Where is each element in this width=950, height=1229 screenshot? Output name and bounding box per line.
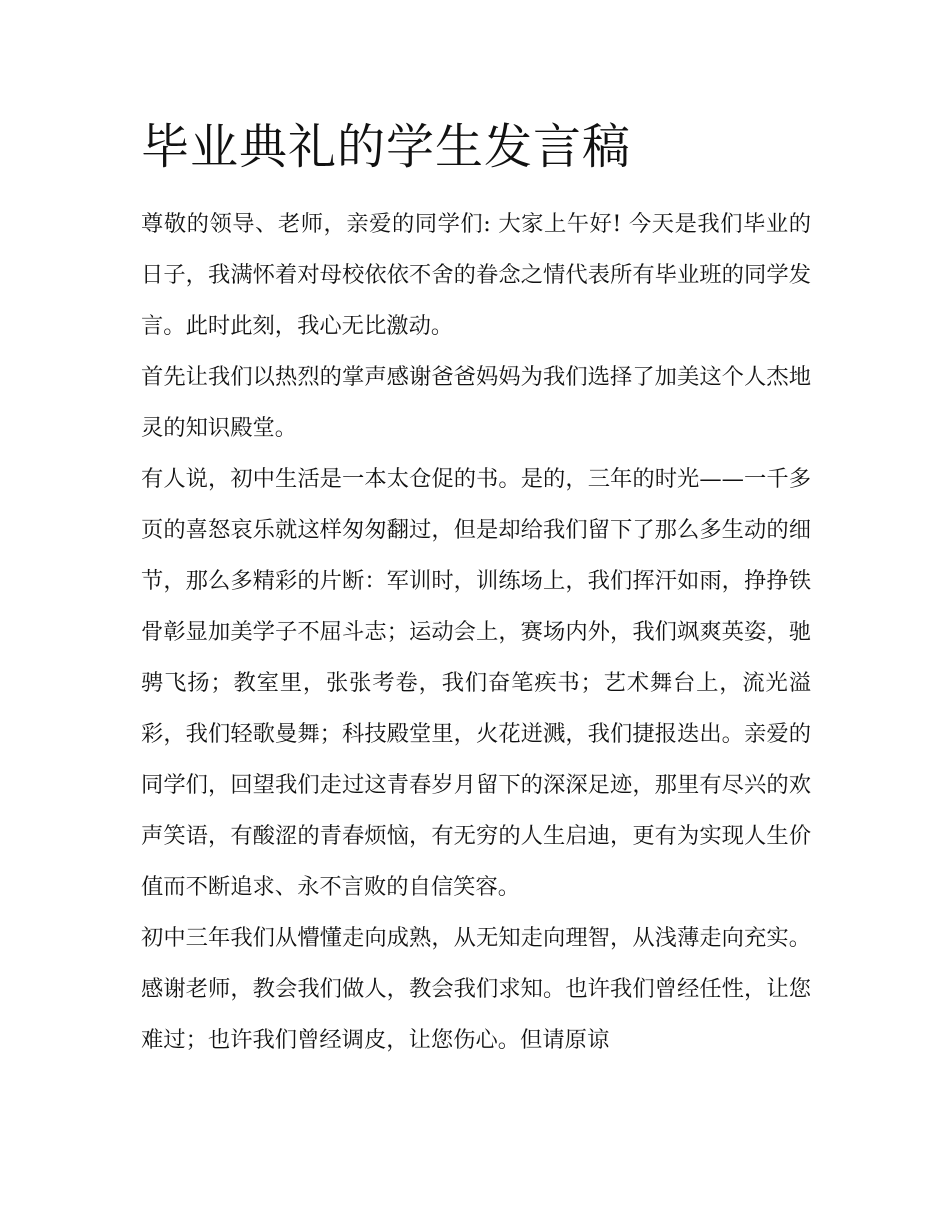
paragraph-thanks-parents: 首先让我们以热烈的掌声感谢爸爸妈妈为我们选择了加美这个人杰地灵的知识殿堂。	[141, 364, 811, 441]
document-content	[141, 112, 811, 1066]
paragraph-thanks-teachers: 初中三年我们从懵懂走向成熟，从无知走向理智，从浅薄走向充实。感谢老师，教会我们做人，教会我们求知。也许我们曾经任性，让您难过；也许我们曾经调皮，让您伤心。但请原谅	[141, 925, 811, 1053]
paragraph-greeting: 尊敬的领导、老师，亲爱的同学们: 大家上午好! 今天是我们毕业的日子，我满怀着对母校依依不舍的眷念之情代表所有毕业班的同学发言。此时此刻，我心无比激动。	[141, 211, 811, 339]
document-body	[141, 199, 811, 1066]
document-title: 毕业典礼的学生发言稿	[141, 119, 632, 175]
paragraph-school-life: 有人说，初中生活是一本太仓促的书。是的，三年的时光——一千多页的喜怒哀乐就这样匆匆翻过，但是却给我们留下了那么多生动的细节，那么多精彩的片断：军训时，训练场上，我们挥汗如雨，挣挣铁骨彰显加美学子不屈斗志；运动会上，赛场内外，我们飒爽英姿，驰骋飞扬；教室里，张张考卷，我们奋笔疾书；艺术舞台上，流光溢彩，我们轻歌曼舞；科技殿堂里，火花迸溅，我们捷报迭出。亲爱的同学们，回望我们走过这青春岁月留下的深深足迹，那里有尽兴的欢声笑语，有酸涩的青春烦恼，有无穷的人生启迪，更有为实现人生价值而不断追求、永不言败的自信笑容。	[141, 466, 811, 900]
